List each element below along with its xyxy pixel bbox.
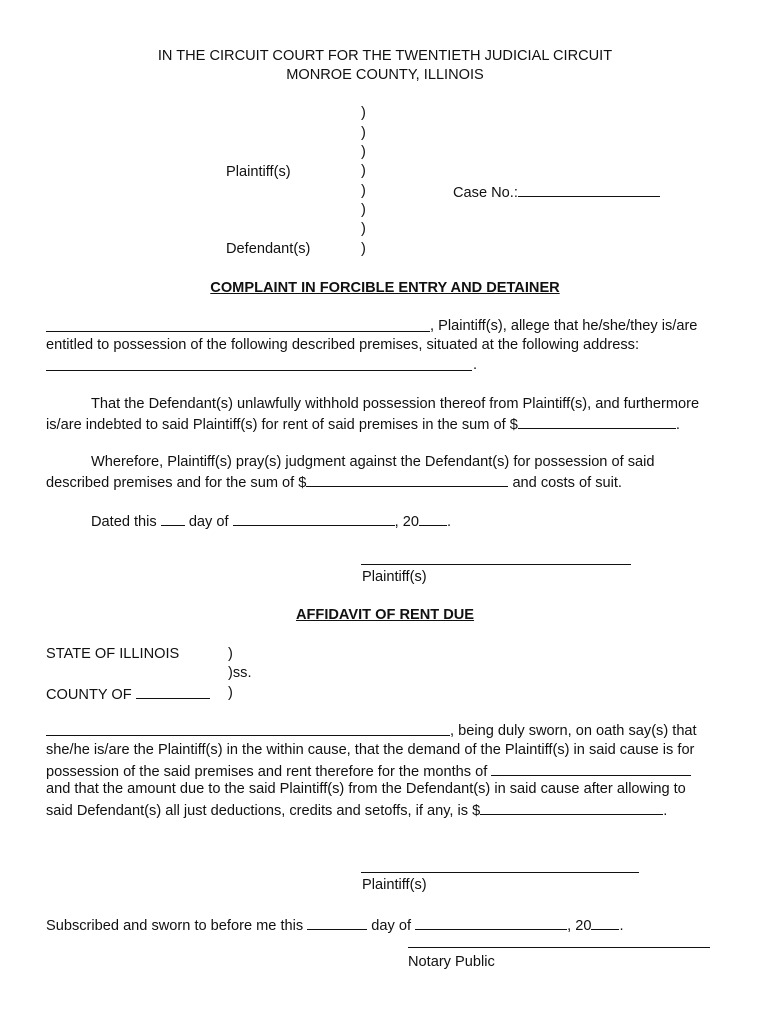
complaint-p1-end: . (473, 357, 478, 373)
plaintiff-name-blank[interactable] (46, 331, 430, 332)
affidavit-signature-label: Plaintiff(s) (362, 877, 427, 893)
complaint-p1-line1: , Plaintiff(s), allege that he/she/they is/are (430, 318, 698, 334)
venue-paren: ) (228, 685, 233, 701)
caption-paren: ) (361, 144, 366, 160)
county-blank[interactable] (136, 684, 210, 699)
notary-signature-line[interactable] (408, 947, 710, 948)
notary-label: Notary Public (408, 954, 495, 970)
rent-sum-line: is/are indebted to said Plaintiff(s) for rent of said premises in the sum of $ . (46, 414, 680, 434)
amount-due-line: said Defendant(s) all just deductions, credits and setoffs, if any, is $ . (46, 800, 667, 820)
caption-paren: ) (361, 241, 366, 257)
complaint-signature-label: Plaintiff(s) (362, 569, 427, 585)
defendant-label: Defendant(s) (226, 241, 311, 257)
rent-sum-blank[interactable] (518, 414, 676, 429)
case-number-label: Case No.: (453, 185, 518, 201)
case-number-field[interactable] (453, 182, 660, 202)
dated-year-blank[interactable] (419, 511, 447, 526)
dated-day-blank[interactable] (161, 511, 185, 526)
affidavit-line1: , being duly sworn, on oath say(s) that (450, 723, 697, 739)
subscribed-line: Subscribed and sworn to before me this day of , 20 . (46, 915, 624, 935)
complaint-p1-line2: entitled to possession of the following described premises, situated at the following address: (46, 337, 640, 353)
subscribed-day-blank[interactable] (307, 915, 367, 930)
case-number-blank[interactable] (518, 182, 660, 197)
judgment-sum-line: described premises and for the sum of $ and costs of suit. (46, 472, 622, 492)
venue-paren: ) (228, 646, 233, 662)
caption-paren: ) (361, 221, 366, 237)
complaint-title: COMPLAINT IN FORCIBLE ENTRY AND DETAINER (210, 280, 560, 296)
complaint-p2-line1: That the Defendant(s) unlawfully withhold possession thereof from Plaintiff(s), and furthermore (91, 396, 700, 412)
affidavit-line4: and that the amount due to the said Plaintiff(s) from the Defendant(s) in said cause after allowing to (46, 781, 686, 797)
caption-paren: ) (361, 202, 366, 218)
caption-paren: ) (361, 105, 366, 121)
ss-label: )ss. (228, 665, 252, 681)
affiant-name-blank[interactable] (46, 735, 450, 736)
affidavit-line2: she/he is/are the Plaintiff(s) in the within cause, that the demand of the Plaintiff(s) in said cause is for (46, 742, 695, 758)
subscribed-month-blank[interactable] (415, 915, 567, 930)
court-heading: IN THE CIRCUIT COURT FOR THE TWENTIETH JUDICIAL CIRCUIT (157, 48, 613, 64)
affidavit-title: AFFIDAVIT OF RENT DUE (295, 607, 475, 623)
county-of-line: COUNTY OF (46, 684, 210, 704)
affidavit-months-line: possession of the said premises and rent therefore for the months of (46, 761, 691, 781)
judgment-sum-blank[interactable] (306, 472, 508, 487)
rent-months-blank[interactable] (491, 761, 691, 776)
caption-paren: ) (361, 183, 366, 199)
plaintiff-label: Plaintiff(s) (226, 164, 291, 180)
complaint-signature-line[interactable] (361, 564, 631, 565)
dated-line: Dated this day of , 20 . (91, 511, 451, 531)
affidavit-signature-line[interactable] (361, 872, 639, 873)
subscribed-year-blank[interactable] (591, 915, 619, 930)
state-label: STATE OF ILLINOIS (46, 646, 180, 662)
county-heading: MONROE COUNTY, ILLINOIS (286, 67, 484, 83)
amount-due-blank[interactable] (480, 800, 663, 815)
complaint-p3-line1: Wherefore, Plaintiff(s) pray(s) judgment against the Defendant(s) for possession of said (91, 454, 655, 470)
premises-address-blank[interactable] (46, 370, 472, 371)
caption-paren: ) (361, 163, 366, 179)
caption-paren: ) (361, 125, 366, 141)
dated-month-blank[interactable] (233, 511, 395, 526)
